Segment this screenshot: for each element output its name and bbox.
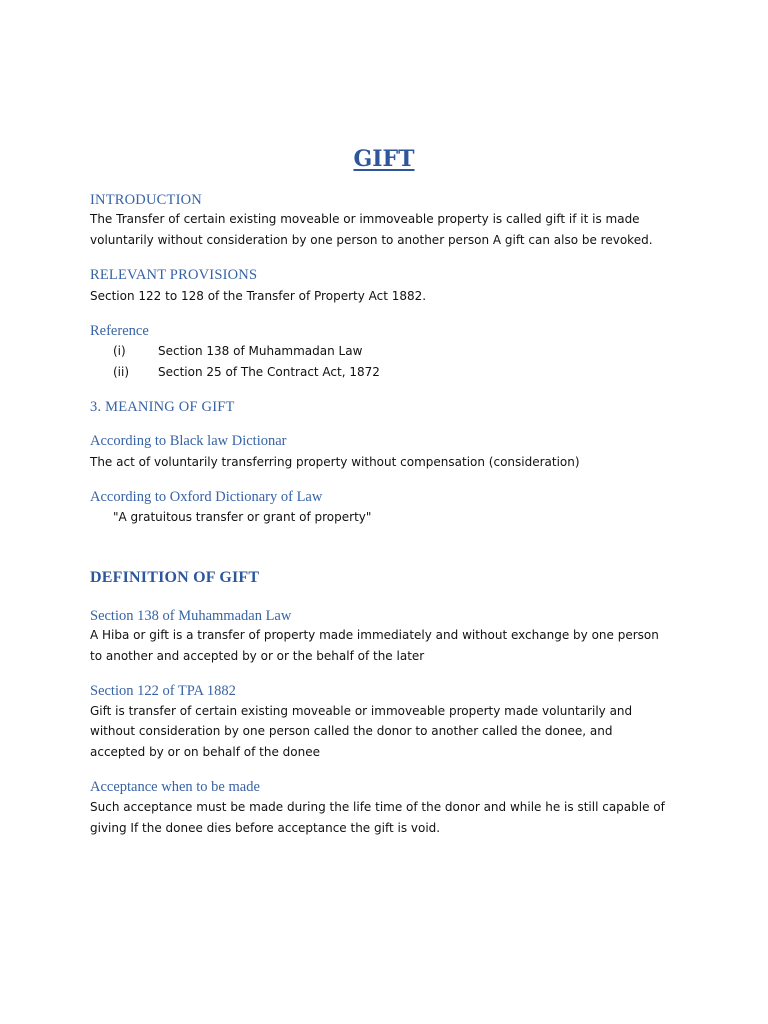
acceptance-heading: Acceptance when to be made	[90, 779, 260, 795]
oxford-quote: "A gratuitous transfer or grant of property"	[113, 510, 372, 524]
acceptance-line-2: giving If the donee dies before acceptance the gift is void.	[90, 821, 441, 835]
introduction-line-2: voluntarily without consideration by one person to another person A gift can also be revoked.	[90, 233, 653, 247]
relevant-provisions-heading: RELEVANT PROVISIONS	[90, 267, 258, 283]
section-138-heading: Section 138 of Muhammadan Law	[90, 608, 292, 624]
section-122-line-2: without consideration by one person called the donor to another called the donee, and	[90, 724, 613, 738]
section-122-line-3: accepted by or on behalf of the donee	[90, 745, 321, 759]
section-138-line-1: A Hiba or gift is a transfer of property made immediately and without exchange by one person	[90, 628, 659, 642]
definition-heading: DEFINITION OF GIFT	[90, 569, 260, 586]
reference-item-1-number: (i)	[113, 344, 126, 358]
reference-item-2-number: (ii)	[113, 365, 130, 379]
oxford-heading: According to Oxford Dictionary of Law	[90, 489, 323, 505]
section-122-heading: Section 122 of TPA 1882	[90, 683, 236, 699]
reference-item-2-text: Section 25 of The Contract Act, 1872	[158, 365, 380, 379]
relevant-provisions-line-1: Section 122 to 128 of the Transfer of Property Act 1882.	[90, 289, 427, 303]
black-law-heading: According to Black law Dictionar	[90, 433, 287, 449]
reference-heading: Reference	[90, 323, 149, 339]
introduction-line-1: The Transfer of certain existing moveable or immoveable property is called gift if it is made	[90, 212, 640, 226]
section-138-line-2: to another and accepted by or or the behalf of the later	[90, 649, 425, 663]
document-title: GIFT	[353, 146, 415, 172]
introduction-heading: INTRODUCTION	[90, 192, 202, 208]
section-122-line-1: Gift is transfer of certain existing moveable or immoveable property made voluntarily and	[90, 704, 633, 718]
acceptance-line-1: Such acceptance must be made during the life time of the donor and while he is still capable of	[90, 800, 665, 814]
meaning-heading: 3. MEANING OF GIFT	[90, 399, 235, 415]
reference-item-1-text: Section 138 of Muhammadan Law	[158, 344, 363, 358]
black-law-line-1: The act of voluntarily transferring property without compensation (consideration)	[90, 455, 580, 469]
